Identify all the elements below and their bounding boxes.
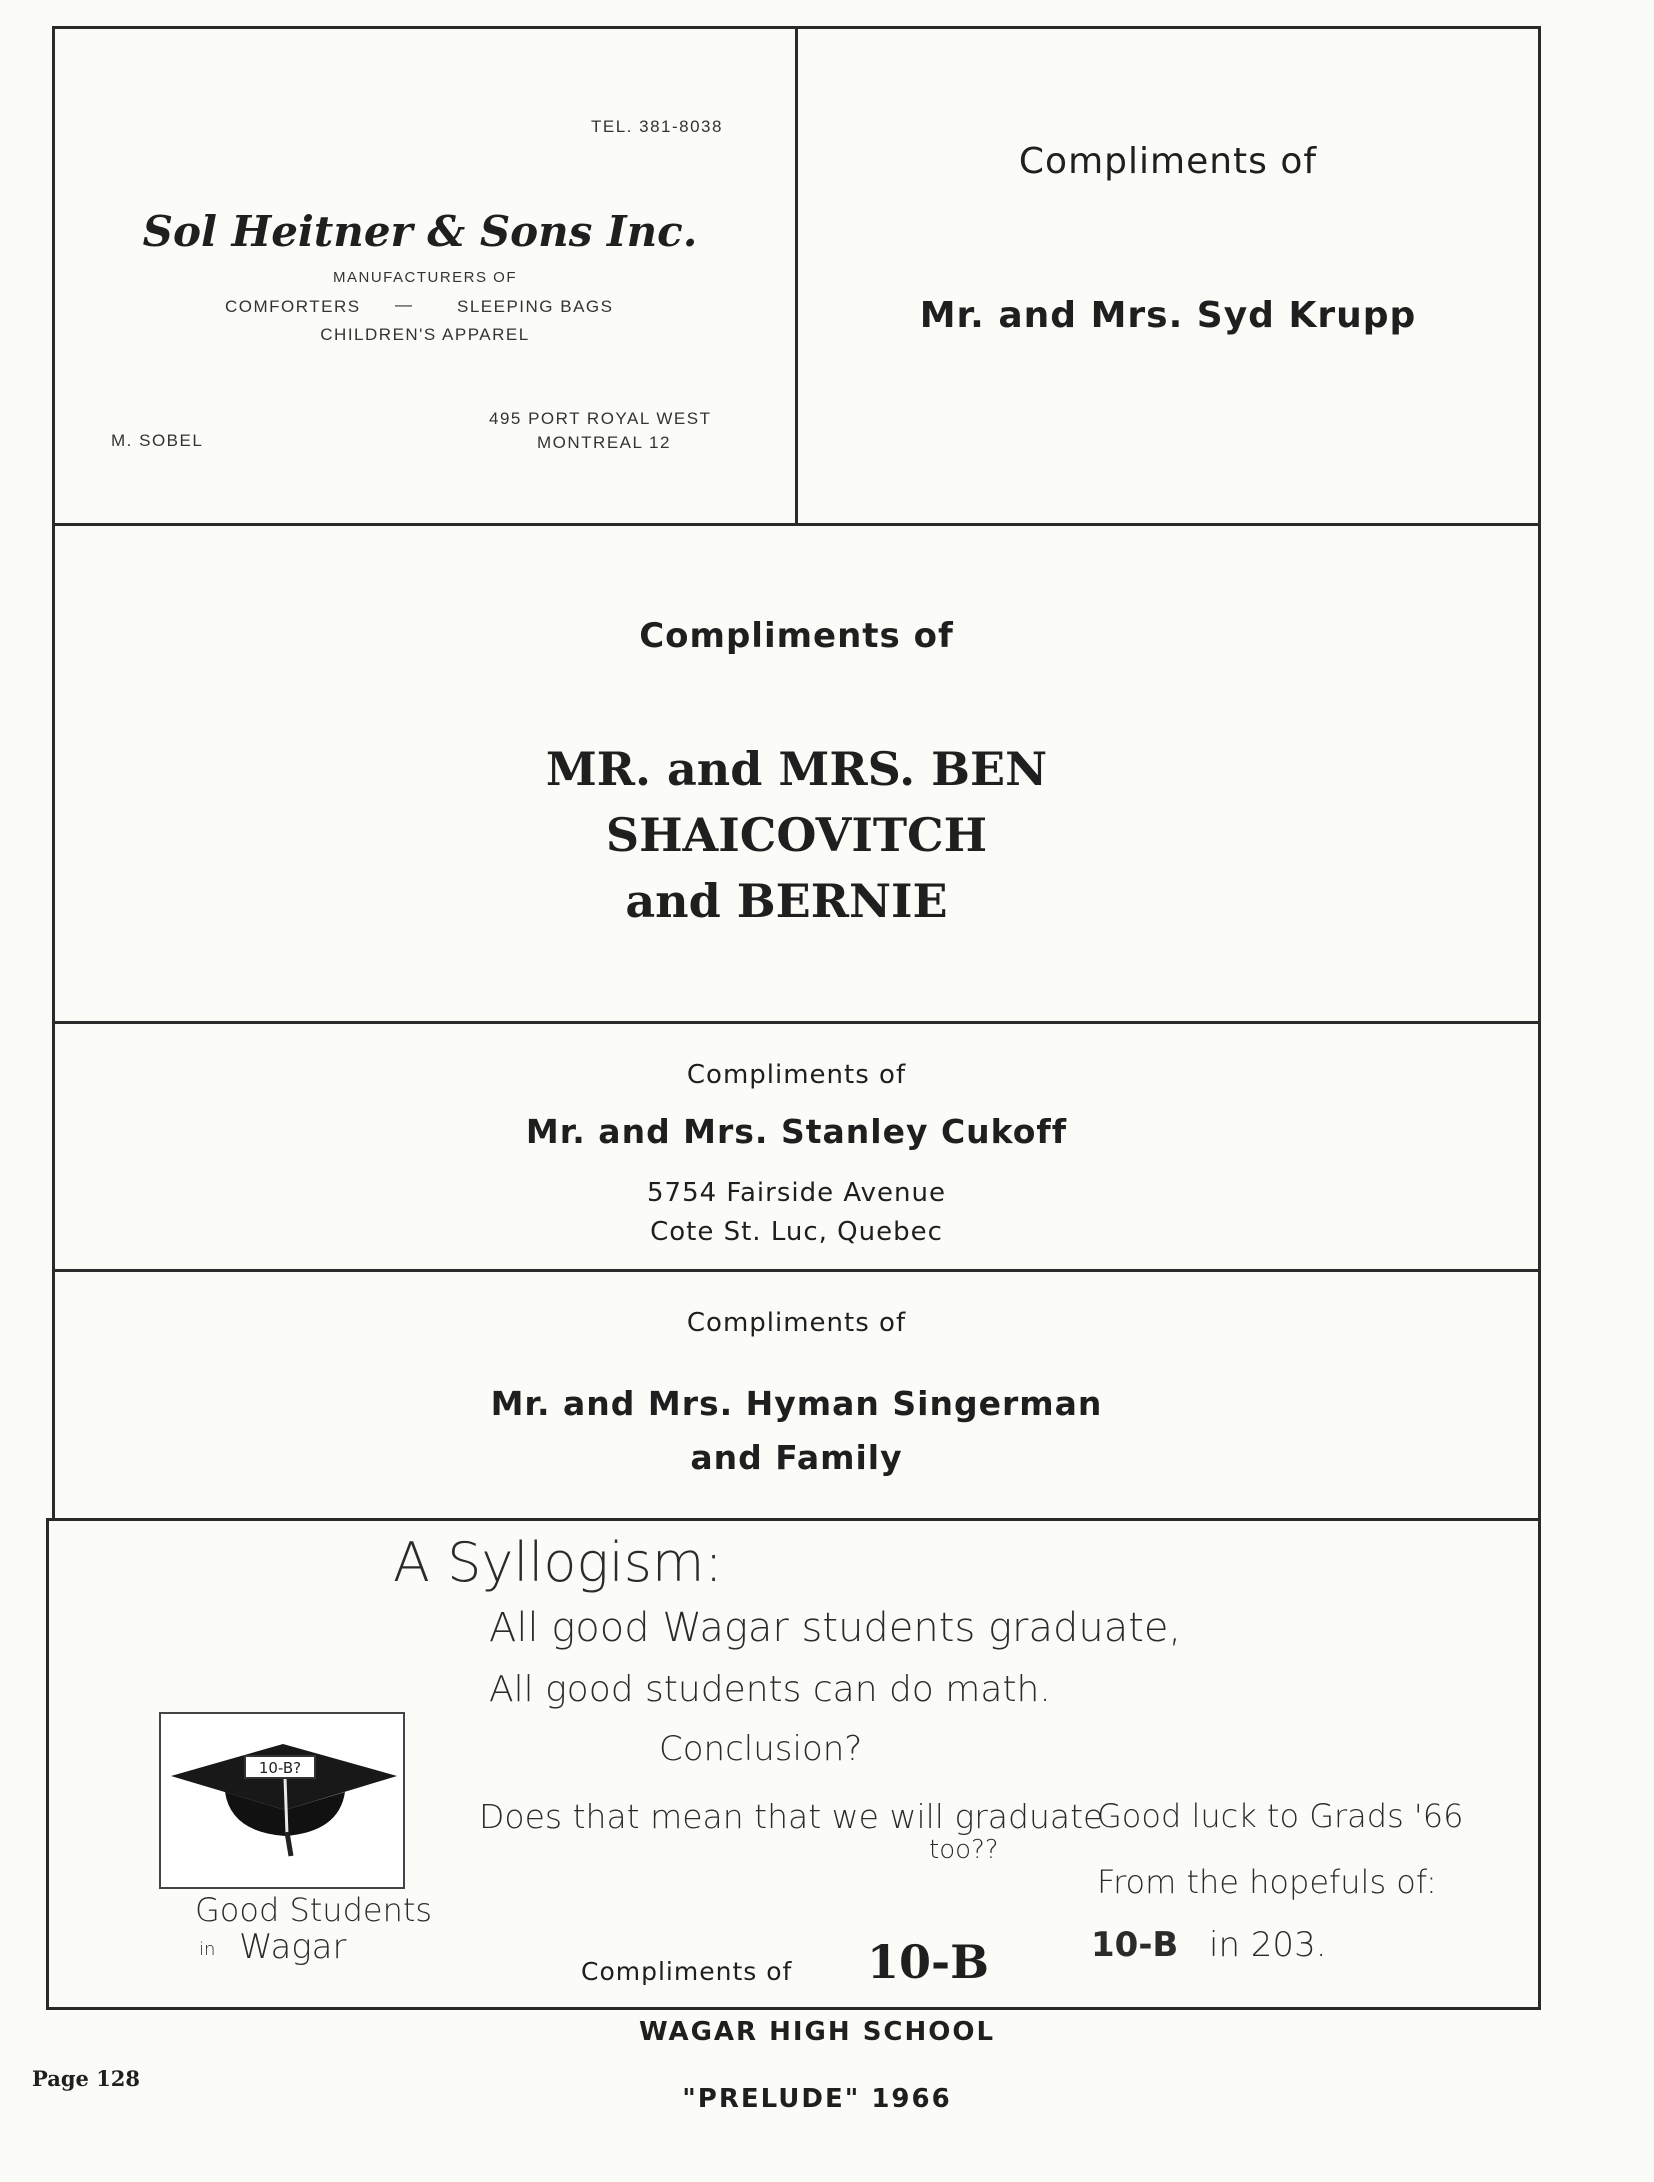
syllogism-line4: Does that mean that we will graduate	[479, 1797, 1104, 1836]
singerman-line1: Mr. and Mrs. Hyman Singerman	[490, 1384, 1103, 1423]
syllogism-class-name: 10-B	[867, 1935, 989, 1989]
krupp-compliments: Compliments of	[1018, 141, 1318, 182]
good-luck-text: Good luck to Grads '66	[1097, 1797, 1464, 1835]
krupp-name: Mr. and Mrs. Syd Krupp	[919, 295, 1417, 336]
singerman-compliments: Compliments of	[686, 1308, 907, 1338]
from-hopefuls-text: From the hopefuls of:	[1097, 1863, 1437, 1901]
syllogism-ad	[46, 1518, 1541, 2010]
heitner-sleeping-bags: SLEEPING BAGS	[457, 297, 614, 316]
cap-caption1: Good Students	[195, 1891, 433, 1929]
syllogism-compliments: Compliments of	[581, 1957, 793, 1986]
shaicovitch-line1: MR. and MRS. BEN	[545, 742, 1048, 796]
cukoff-compliments: Compliments of	[686, 1060, 907, 1090]
room-label: in 203.	[1209, 1925, 1327, 1965]
cap-label: 10-B?	[258, 1759, 302, 1777]
krupp-ad	[795, 26, 1541, 526]
shaicovitch-line3: and BERNIE	[625, 874, 948, 928]
graduation-cap-icon	[161, 1714, 403, 1887]
heitner-address1: 495 PORT ROYAL WEST	[489, 409, 712, 428]
syllogism-title: A Syllogism:	[393, 1531, 723, 1594]
cukoff-address1: 5754 Fairside Avenue	[647, 1178, 946, 1208]
singerman-ad	[52, 1269, 1541, 1521]
heitner-dash: —	[395, 295, 414, 314]
heitner-address2: MONTREAL 12	[537, 433, 671, 452]
cap-caption2-in: in	[199, 1939, 216, 1960]
shaicovitch-line2: SHAICOVITCH	[605, 808, 988, 862]
heitner-tel: TEL. 381-8038	[591, 117, 723, 136]
syllogism-line1: All good Wagar students graduate,	[489, 1605, 1182, 1651]
syllogism-line3: Conclusion?	[659, 1729, 863, 1769]
shaicovitch-ad	[52, 523, 1541, 1024]
syllogism-line2: All good students can do math.	[489, 1669, 1051, 1710]
cukoff-ad	[52, 1021, 1541, 1272]
heitner-contact: M. SOBEL	[111, 431, 204, 450]
class-label: 10-B	[1091, 1925, 1179, 1965]
heitner-comforters: COMFORTERS	[225, 297, 361, 316]
heitner-ad	[52, 26, 798, 526]
cap-caption2-wagar: Wagar	[239, 1927, 347, 1967]
heitner-line3: CHILDREN'S APPAREL	[320, 325, 530, 344]
singerman-line2: and Family	[690, 1438, 903, 1477]
syllogism-line5: too??	[929, 1835, 999, 1865]
shaicovitch-compliments: Compliments of	[639, 616, 954, 656]
heitner-company-name: Sol Heitner & Sons Inc.	[142, 207, 698, 256]
footer-yearbook: "PRELUDE" 1966	[682, 2084, 952, 2114]
heitner-line1: MANUFACTURERS OF	[332, 269, 517, 286]
cukoff-address2: Cote St. Luc, Quebec	[650, 1217, 943, 1247]
cukoff-name: Mr. and Mrs. Stanley Cukoff	[525, 1112, 1068, 1151]
footer-page-number: Page 128	[32, 2066, 141, 2091]
footer-school: WAGAR HIGH SCHOOL	[638, 2017, 996, 2047]
graduation-cap-illustration	[159, 1712, 405, 1889]
